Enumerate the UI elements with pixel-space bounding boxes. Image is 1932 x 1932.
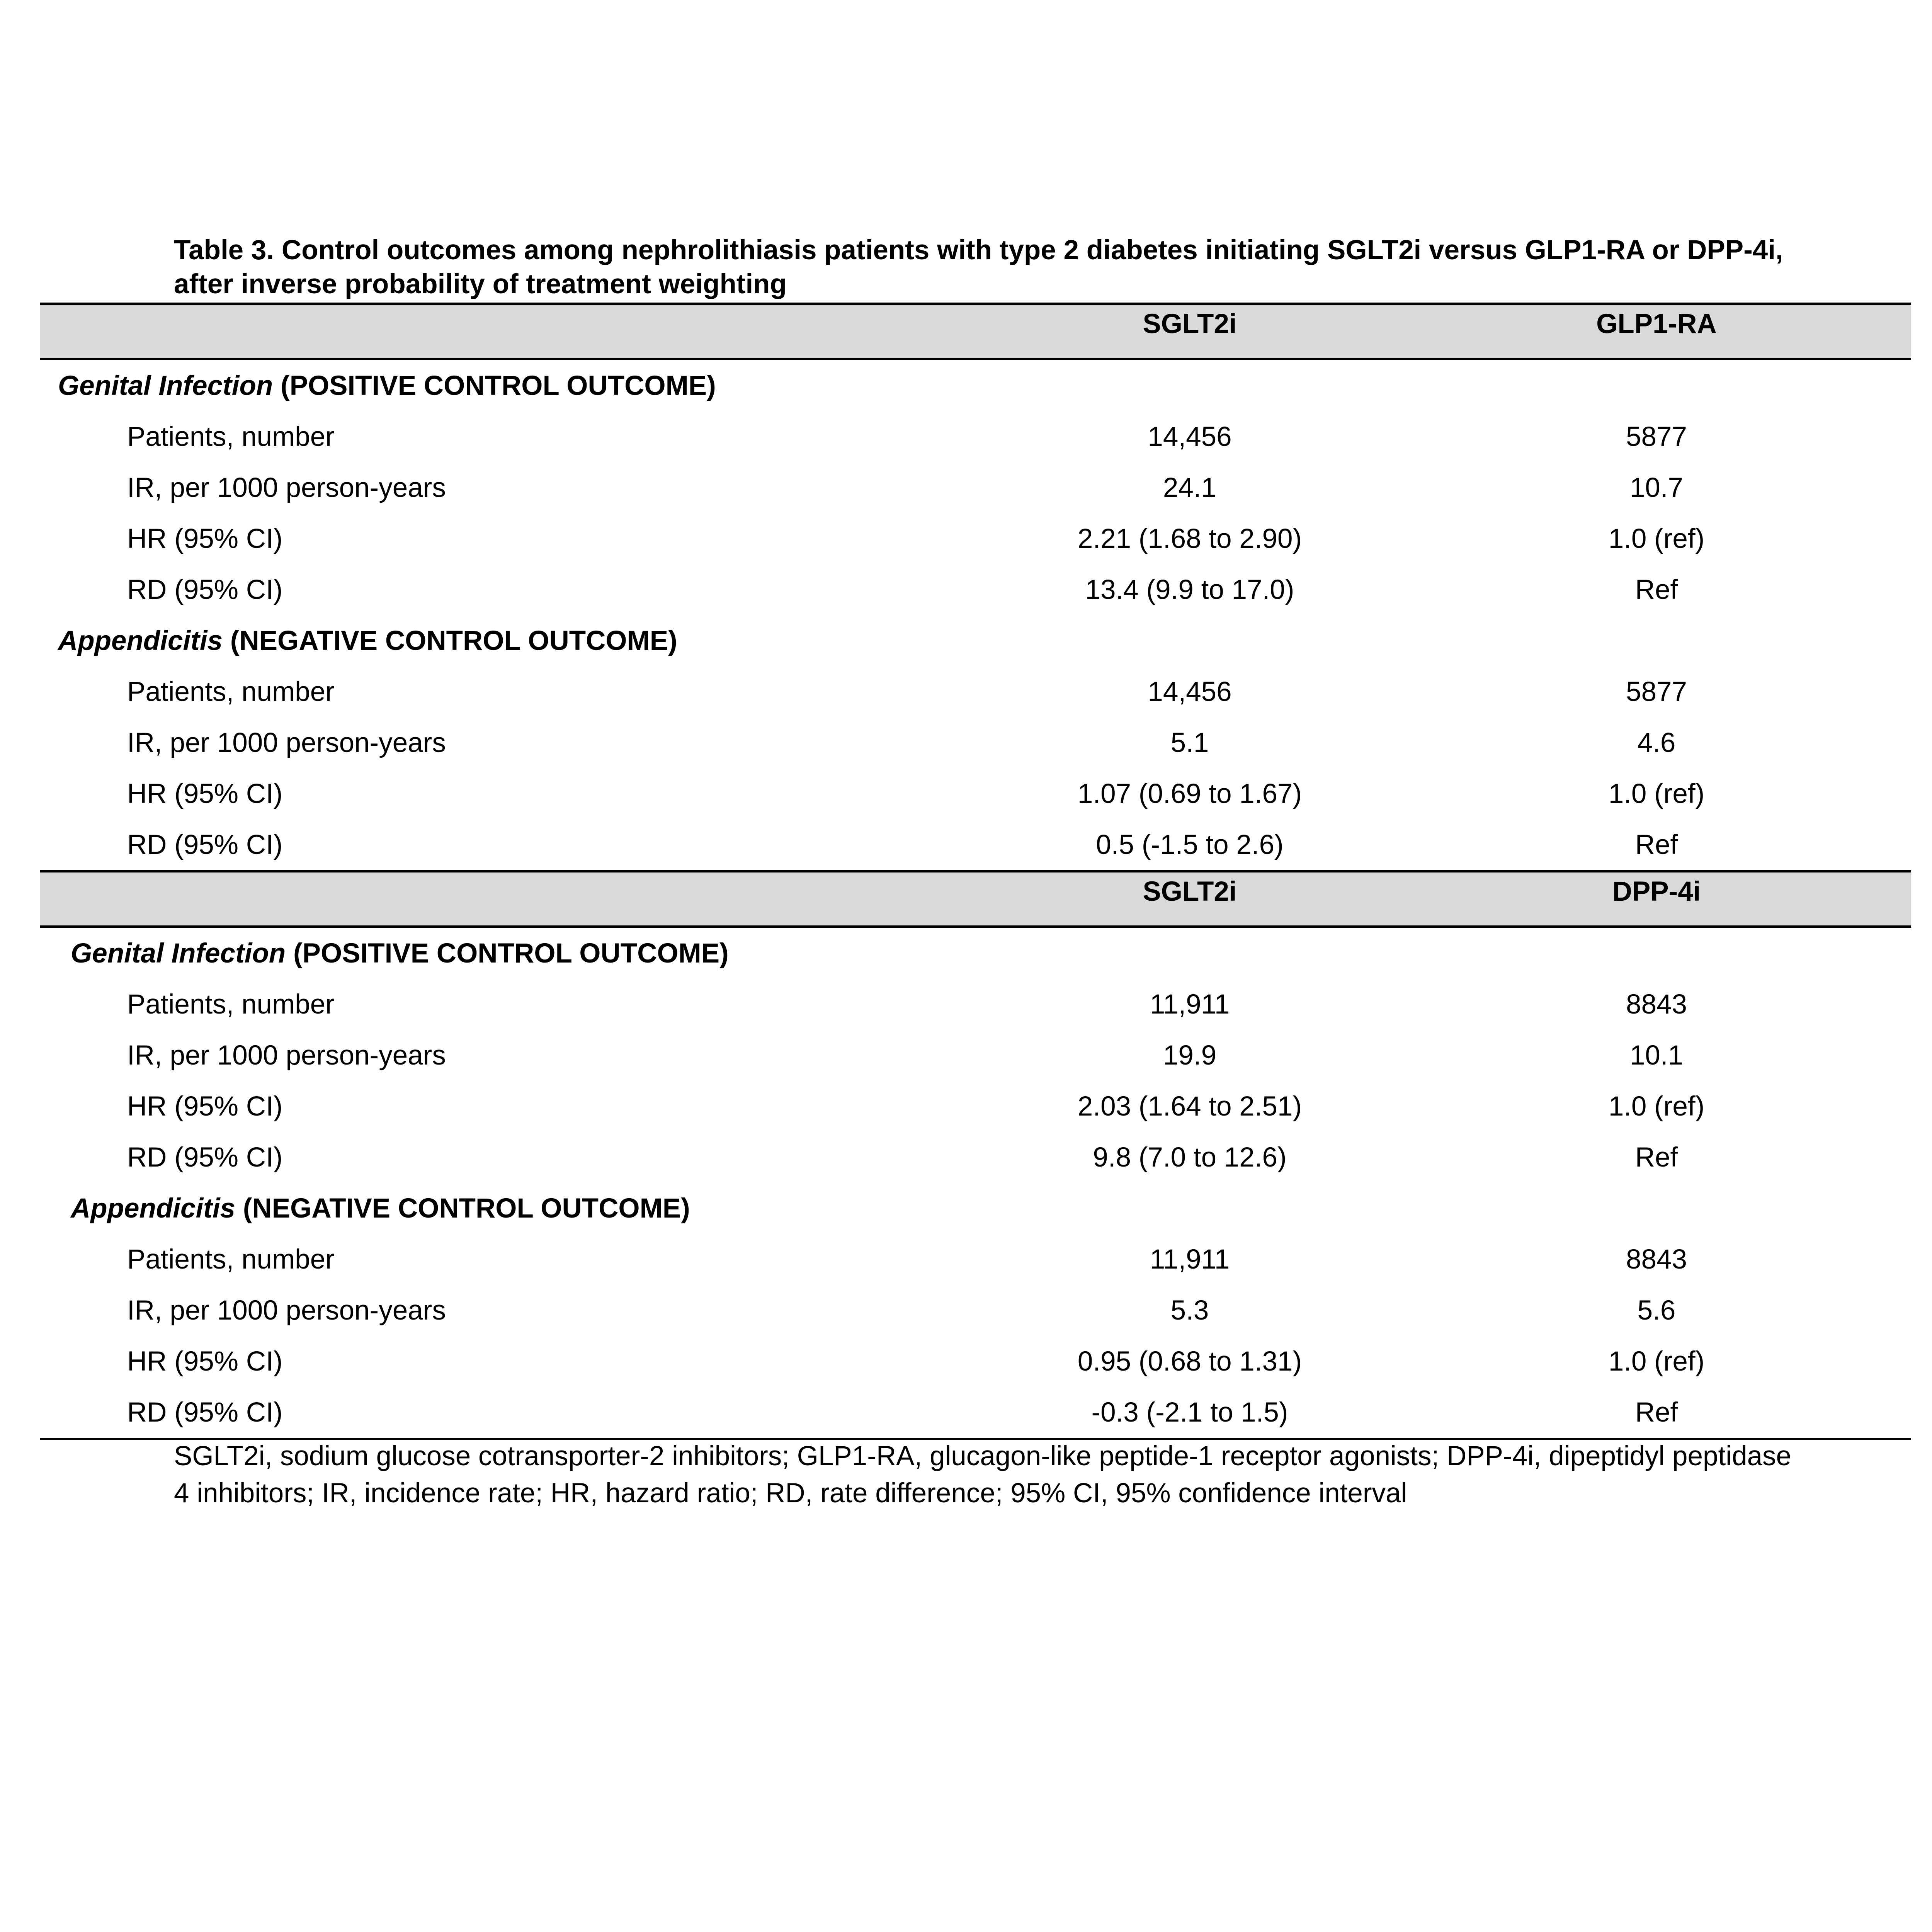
- cell-value: 1.0 (ref): [1608, 523, 1705, 554]
- outcome-qualifier: (POSITIVE CONTROL OUTCOME): [293, 938, 729, 969]
- column-header: SGLT2i: [1143, 309, 1237, 339]
- cell-value: 14,456: [1148, 421, 1232, 452]
- row-label: RD (95% CI): [127, 1142, 283, 1173]
- row-label: IR, per 1000 person-years: [127, 1040, 446, 1071]
- cell-value: 0.95 (0.68 to 1.31): [1077, 1346, 1302, 1377]
- cell-value: 8843: [1626, 1244, 1687, 1275]
- row-label: HR (95% CI): [127, 778, 283, 809]
- table-row: [40, 1132, 1911, 1183]
- row-label: Patients, number: [127, 1244, 335, 1275]
- cell-value: 4.6: [1637, 727, 1676, 758]
- table-row: [40, 1081, 1911, 1132]
- cell-value: 11,911: [1150, 989, 1230, 1020]
- row-label: Patients, number: [127, 421, 335, 452]
- row-label: Patients, number: [127, 676, 335, 707]
- cell-value: 10.1: [1629, 1040, 1684, 1071]
- cell-value: Ref: [1635, 1142, 1678, 1173]
- outcome-name: Genital Infection: [58, 370, 273, 401]
- header-row: [40, 870, 1911, 928]
- cell-value: 1.0 (ref): [1608, 778, 1705, 809]
- row-label: RD (95% CI): [127, 1397, 283, 1428]
- table-row: [40, 666, 1911, 717]
- table-row: [40, 717, 1911, 768]
- cell-value: 5877: [1626, 676, 1687, 707]
- column-header: GLP1-RA: [1596, 309, 1717, 339]
- section-heading: [40, 938, 956, 969]
- row-label: RD (95% CI): [127, 574, 283, 605]
- table-row: [40, 1030, 1911, 1081]
- outcome-name: Appendicitis: [71, 1193, 236, 1224]
- results-table: [40, 303, 1911, 1440]
- section-heading: [40, 370, 956, 401]
- row-label: HR (95% CI): [127, 523, 283, 554]
- cell-value: 10.7: [1629, 472, 1684, 503]
- cell-value: 1.0 (ref): [1608, 1091, 1705, 1122]
- cell-value: 14,456: [1148, 676, 1232, 707]
- row-label: HR (95% CI): [127, 1346, 283, 1377]
- table-footnote: SGLT2i, sodium glucose cotransporter-2 inhibitors; GLP1-RA, glucagon-like peptide-1 receptor agonists; DPP-4i, dipeptidyl peptidase 4 inhibitors; IR, incidence rate; HR, hazard ratio; RD, rate difference; 95% CI, 95% confidence interval: [174, 1441, 1791, 1509]
- header-blank: [40, 305, 956, 358]
- outcome-name: Appendicitis: [58, 625, 223, 656]
- outcome-qualifier: (NEGATIVE CONTROL OUTCOME): [230, 625, 677, 656]
- cell-value: 1.07 (0.69 to 1.67): [1077, 778, 1302, 809]
- cell-value: 5877: [1626, 421, 1687, 452]
- table-row: [40, 1285, 1911, 1336]
- cell-value: 2.21 (1.68 to 2.90): [1077, 523, 1302, 554]
- column-header: DPP-4i: [1612, 876, 1701, 907]
- table-row: [40, 819, 1911, 870]
- table-row: [40, 513, 1911, 564]
- column-header: SGLT2i: [1143, 876, 1237, 907]
- header-blank: [40, 872, 956, 925]
- row-label: IR, per 1000 person-years: [127, 472, 446, 503]
- outcome-name: Genital Infection: [71, 938, 286, 969]
- row-label: IR, per 1000 person-years: [127, 727, 446, 758]
- section-row: [40, 615, 1911, 666]
- row-label: Patients, number: [127, 989, 335, 1020]
- table-row: [40, 1234, 1911, 1285]
- table-title: Table 3. Control outcomes among nephrolithiasis patients with type 2 diabetes initiating SGLT2i versus GLP1-RA or DPP-4i, after inverse probability of treatment weighting: [174, 235, 1783, 299]
- cell-value: 13.4 (9.9 to 17.0): [1085, 574, 1294, 605]
- table-row: [40, 411, 1911, 462]
- section-heading: [40, 625, 956, 656]
- cell-value: Ref: [1635, 1397, 1678, 1428]
- table-row: [40, 1336, 1911, 1387]
- table-row: [40, 979, 1911, 1030]
- section-row: [40, 360, 1911, 411]
- table-row: [40, 768, 1911, 819]
- cell-value: 5.6: [1637, 1295, 1676, 1326]
- cell-value: 8843: [1626, 989, 1687, 1020]
- cell-value: 24.1: [1163, 472, 1217, 503]
- cell-value: 1.0 (ref): [1608, 1346, 1705, 1377]
- section-row: [40, 1183, 1911, 1234]
- cell-value: 11,911: [1150, 1244, 1230, 1275]
- row-label: IR, per 1000 person-years: [127, 1295, 446, 1326]
- cell-value: Ref: [1635, 574, 1678, 605]
- row-label: HR (95% CI): [127, 1091, 283, 1122]
- cell-value: Ref: [1635, 829, 1678, 860]
- row-label: RD (95% CI): [127, 829, 283, 860]
- section-row: [40, 928, 1911, 979]
- cell-value: 0.5 (-1.5 to 2.6): [1096, 829, 1284, 860]
- cell-value: 5.1: [1170, 727, 1209, 758]
- outcome-qualifier: (POSITIVE CONTROL OUTCOME): [280, 370, 716, 401]
- header-row: [40, 303, 1911, 360]
- section-heading: [40, 1193, 956, 1224]
- cell-value: 9.8 (7.0 to 12.6): [1093, 1142, 1287, 1173]
- table-row: [40, 1387, 1911, 1438]
- outcome-qualifier: (NEGATIVE CONTROL OUTCOME): [243, 1193, 690, 1224]
- cell-value: 5.3: [1170, 1295, 1209, 1326]
- cell-value: -0.3 (-2.1 to 1.5): [1091, 1397, 1288, 1428]
- table-row: [40, 462, 1911, 513]
- cell-value: 2.03 (1.64 to 2.51): [1077, 1091, 1302, 1122]
- table-row: [40, 564, 1911, 615]
- cell-value: 19.9: [1163, 1040, 1217, 1071]
